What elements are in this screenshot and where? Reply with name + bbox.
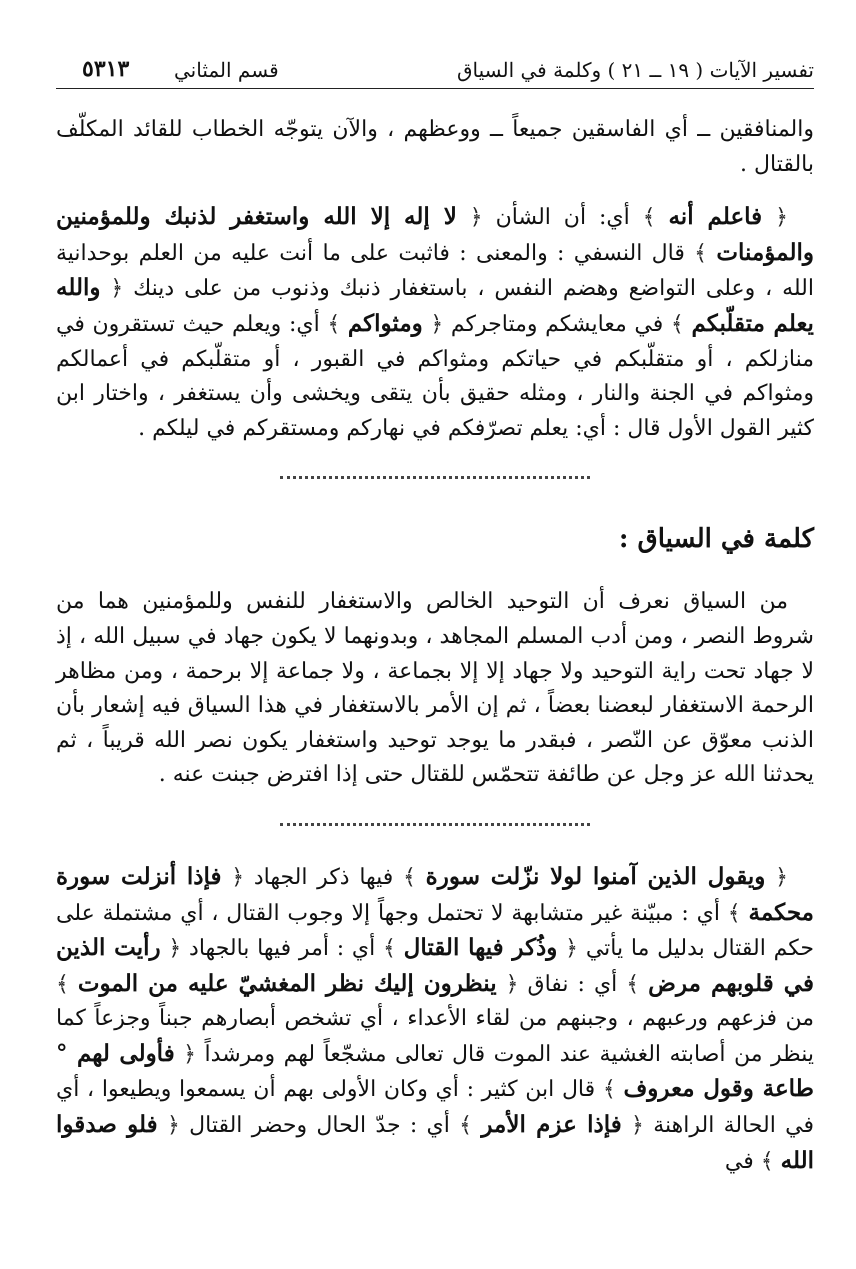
- bracket-open-icon: ﴿: [100, 276, 134, 302]
- commentary-text: أي: أن الشأن: [495, 205, 630, 231]
- page-header: [56, 52, 814, 89]
- bracket-open-icon: ﴿: [456, 205, 496, 231]
- paragraph-tafsir-2: [56, 860, 814, 1179]
- commentary-text: قال ابن كثير : أي وكان الأولى بهم أن يسمعوا ويطيعوا ، أي في الحالة الراهنة: [56, 1077, 814, 1139]
- bracket-close-icon: ﴾: [449, 1113, 482, 1139]
- bracket-open-icon: ﴿: [762, 205, 788, 231]
- bracket-open-icon: ﴿: [160, 936, 190, 962]
- ayah-text: والله يعلم متقلّبكم: [56, 274, 814, 337]
- bracket-close-icon: ﴾: [375, 936, 404, 962]
- bracket-close-icon: ﴾: [56, 971, 78, 997]
- ayah-text: فلو صدقوا الله: [56, 1111, 814, 1174]
- ayah-text: ويقول الذين آمنوا لولا نزّلت سورة: [425, 862, 766, 890]
- bracket-open-icon: ﴿: [221, 864, 254, 890]
- ayah-text: لا إله إلا الله واستغفر لذنبك وللمؤمنين والمؤمنات: [56, 203, 814, 266]
- commentary-text: أي : جدّ الحال وحضر القتال: [189, 1113, 450, 1139]
- commentary-text: فيها ذكر الجهاد: [253, 864, 394, 890]
- commentary-text: أي : مبيّنة غير متشابهة لا تحتمل وجهاً إلا وجوب القتال ، أي مشتملة على حكم القتال بدليل ما يأتي: [56, 900, 814, 962]
- bracket-open-icon: ﴿: [422, 311, 451, 337]
- bracket-close-icon: ﴾: [595, 1077, 624, 1103]
- book-page: [56, 52, 814, 1179]
- bracket-open-icon: ﴿: [496, 971, 528, 997]
- paragraph-tafsir-1: [56, 200, 814, 446]
- context-text: من السياق نعرف أن التوحيد الخالص والاستغفار للنفس وللمؤمنين هما من شروط النصر ، ومن أدب المسلم المجاهد ، وبدونهما لا يكون جهاد في سبيل الله ، إذ لا جهاد تحت راية التوحيد ولا جهاد إلا إلا بجماعة ، ولا جماعة إلا برحمة ، ومن مظاهر الرحمة الاستغفار لبعضنا بعضاً ، ثم إن الأمر بالاستغفار في هذا السياق فيه إشعار بأن الذنب معوّق عن النّصر ، فبقدر ما يوجد توحيد واستغفار يكون نصر الله قريباً ، ثم يحدثنا الله عز وجل عن طائفة تتحمّس للقتال حتى إذا افترض جبنت عنه .: [56, 589, 814, 788]
- commentary-text: من فزعهم ورعبهم ، وجبنهم من لقاء الأعداء ، أي تشخص أبصارهم جبناً وجزعاً كما ينظر من أصابته الغشية عند الموت قال تعالى مشجّعاً لهم ومرشداً: [56, 1006, 814, 1067]
- paragraph-intro-text: والمنافقين ــ أي الفاسقين جميعاً ــ ووعظهم ، والآن يتوجّه الخطاب للقائد المكلّف بالقتال .: [56, 117, 814, 177]
- bracket-open-icon: ﴿: [765, 864, 788, 890]
- section-separator: [280, 476, 590, 479]
- bracket-close-icon: ﴾: [629, 205, 669, 231]
- ayah-text: وذُكر فيها القتال: [403, 934, 558, 962]
- section-title: كلمة في السياق :: [618, 524, 814, 555]
- bracket-open-icon: ﴿: [621, 1113, 654, 1139]
- paragraph-context: [56, 585, 814, 793]
- commentary-text: في: [724, 1148, 754, 1174]
- paragraph-intro: [56, 113, 814, 182]
- commentary-text: قال النسفي : والمعنى : فاثبت على ما أنت عليه من العلم بوحدانية الله ، وعلى التواضع وهضم النفس ، باستغفار ذنبك وذنوب من على دينك: [56, 240, 814, 302]
- section-separator: [280, 823, 590, 826]
- part-label: قسم المثاني: [174, 58, 279, 82]
- ayah-text: رأيت الذين في قلوبهم مرض: [56, 934, 814, 997]
- bracket-close-icon: ﴾: [719, 900, 749, 926]
- ayah-text: فإذا عزم الأمر: [481, 1111, 622, 1139]
- commentary-text: أي : أمر فيها بالجهاد: [189, 936, 376, 962]
- running-title: تفسير الآيات ( ١٩ ــ ٢١ ) وكلمة في السياق: [456, 58, 814, 82]
- bracket-open-icon: ﴿: [174, 1041, 205, 1067]
- bracket-open-icon: ﴿: [557, 936, 586, 962]
- bracket-close-icon: ﴾: [319, 311, 348, 337]
- ayah-text: فاعلم أنه: [668, 203, 763, 231]
- ayah-text: ينظرون إليك نظر المغشيّ عليه من الموت: [77, 969, 497, 997]
- commentary-text: أي : نفاق: [527, 971, 618, 997]
- ayah-text: فإذا أنزلت سورة محكمة: [56, 862, 814, 926]
- bracket-close-icon: ﴾: [393, 864, 426, 890]
- bracket-close-icon: ﴾: [753, 1148, 781, 1174]
- bracket-close-icon: ﴾: [663, 311, 692, 337]
- bracket-close-icon: ﴾: [617, 971, 649, 997]
- commentary-text: أي: ويعلم حيث تستقرون في منازلكم ، أو متقلّبكم في حياتكم ومثواكم في القبور ، أو متقلّبكم في أعمالكم ومثواكم في الجنة والنار ، ومثله حقيق بأن يتقى ويخشى وأن يستغفر ، واختار ابن كثير القول الأول قال : أي: يعلم تصرّفكم في نهاركم ومستقركم في ليلكم .: [56, 311, 814, 441]
- page-number: ٥٣١٣: [82, 56, 130, 82]
- commentary-text: في معايشكم ومتاجركم: [450, 311, 664, 337]
- ayah-text: ومثواكم: [347, 309, 423, 337]
- bracket-close-icon: ﴾: [684, 240, 717, 266]
- bracket-open-icon: ﴿: [157, 1113, 190, 1139]
- ayah-text: فأولى لهم ° طاعة وقول معروف: [56, 1039, 814, 1103]
